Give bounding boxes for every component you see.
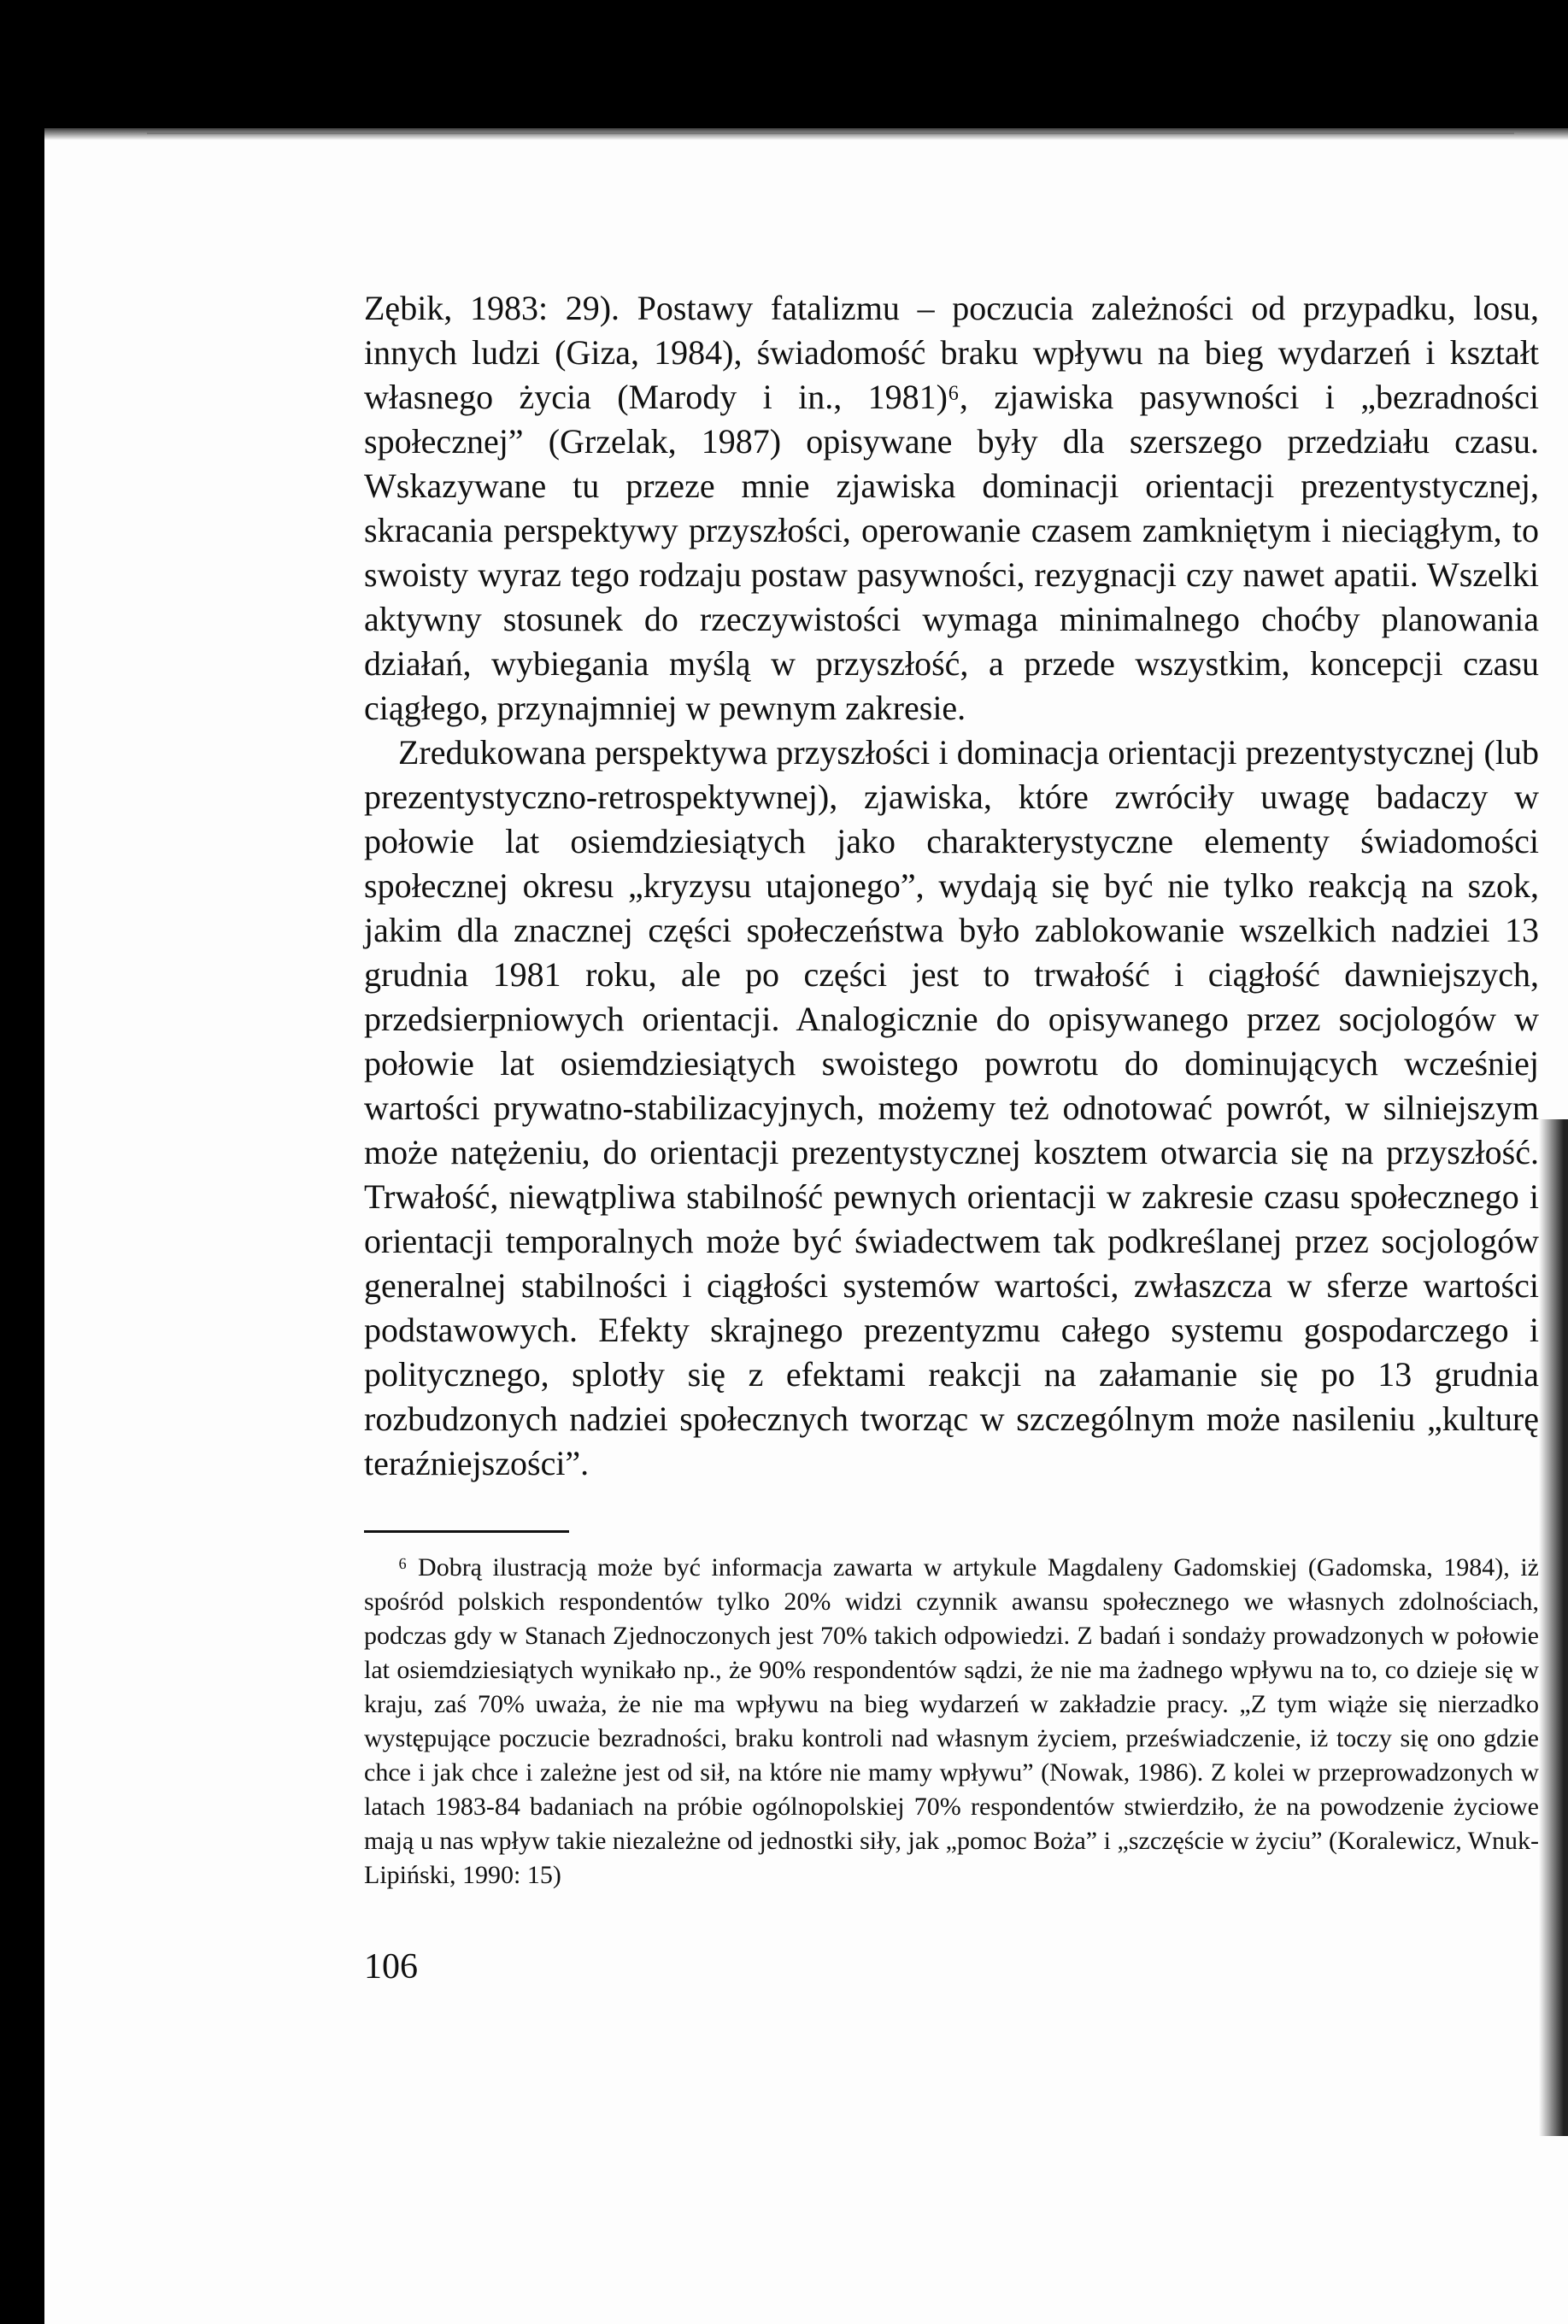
footnotes [364, 1551, 1539, 1893]
main-text [364, 286, 1539, 1486]
page-number: 106 [364, 1947, 418, 1987]
paragraph: Zębik, 1983: 29). Postawy fatalizmu – poczucia zależności od przypadku, losu, innych ludzi (Giza, 1984), świadomość braku wpływu na bieg wydarzeń i kształt własnego życia (Marody i in., 1981)⁶, zjawiska pasywności i „bezradności społecznej” (Grzelak, 1987) opisywane były dla szerszego przedziału czasu. Wskazywane tu przeze mnie zjawiska dominacji orientacji prezentystycznej, skracania perspektywy przyszłości, operowanie czasem zamkniętym i nieciągłym, to swoisty wyraz tego rodzaju postaw pasywności, rezygnacji czy nawet apatii. Wszelki aktywny stosunek do rzeczywistości wymaga minimalnego choćby planowania działań, wybiegania myślą w przyszłość, a przede wszystkim, koncepcji czasu ciągłego, przynajmniej w pewnym zakresie. [364, 289, 1539, 727]
footnote-separator [364, 1530, 569, 1533]
footnote-6: ⁶ Dobrą ilustracją może być informacja zawarta w artykule Magdaleny Gadomskiej (Gadomska, 1984), iż spośród polskich respondentów tylko 20% widzi czynnik awansu społecznego we własnych zdolnościach, podczas gdy w Stanach Zjednoczonych jest 70% takich odpowiedzi. Z badań i sondaży prowadzonych w połowie lat osiemdziesiątych wynikało np., że 90% respondentów sądzi, że nie ma żadnego wpływu na to, co dzieje się w kraju, zaś 70% uważa, że nie ma wpływu na bieg wydarzeń w zakładzie pracy. „Z tym wiąże się nierzadko występujące poczucie bezradności, braku kontroli nad własnym życiem, przeświadczenie, iż toczy się ono gdzie chce i jak chce i zależne jest od sił, na które nie mamy wpływu” (Nowak, 1986). Z kolei w przeprowadzonych w latach 1983-84 badaniach na próbie ogólnopolskiej 70% respondentów stwierdziło, że na powodzenie życiowe mają u nas wpływ takie niezależne od jednostki siły, jak „pomoc Boża” i „szczęście w życiu” (Koralewicz, Wnuk-Lipiński, 1990: 15) [364, 1553, 1539, 1889]
scanned-page [44, 128, 1568, 2324]
page-top-shadow [44, 128, 1568, 140]
paragraph: Zredukowana perspektywa przyszłości i dominacja orientacji prezentystycznej (lub prezentystyczno-retrospektywnej), zjawiska, które zwróciły uwagę badaczy w połowie lat osiemdziesiątych jako charakterystyczne elementy świadomości społecznej okresu „kryzysu utajonego”, wydają się być nie tylko reakcją na szok, jakim dla znacznej części społeczeństwa było zablokowanie wszelkich nadziei 13 grudnia 1981 roku, ale po części jest to trwałość i ciągłość dawniejszych, przedsierpniowych orientacji. Analogicznie do opisywanego przez socjologów w połowie lat osiemdziesiątych swoistego powrotu do dominujących wcześniej wartości prywatno-stabilizacyjnych, możemy też odnotować powrót, w silniejszym może natężeniu, do orientacji prezentystycznej kosztem otwarcia się na przyszłość. Trwałość, niewątpliwa stabilność pewnych orientacji w zakresie czasu społecznego i orientacji temporalnych może być świadectwem tak podkreślanej przez socjologów generalnej stabilności i ciągłości systemów wartości, zwłaszcza w sferze wartości podstawowych. Efekty skrajnego prezentyzmu całego systemu gospodarczego i politycznego, splotły się z efektami reakcji na załamanie się po 13 grudnia rozbudzonych nadziei społecznych tworząc w szczególnym może nasileniu „kulturę teraźniejszości”. [364, 733, 1539, 1482]
scan-top-rule [147, 132, 1514, 134]
page-right-shadow [1539, 1119, 1568, 2136]
